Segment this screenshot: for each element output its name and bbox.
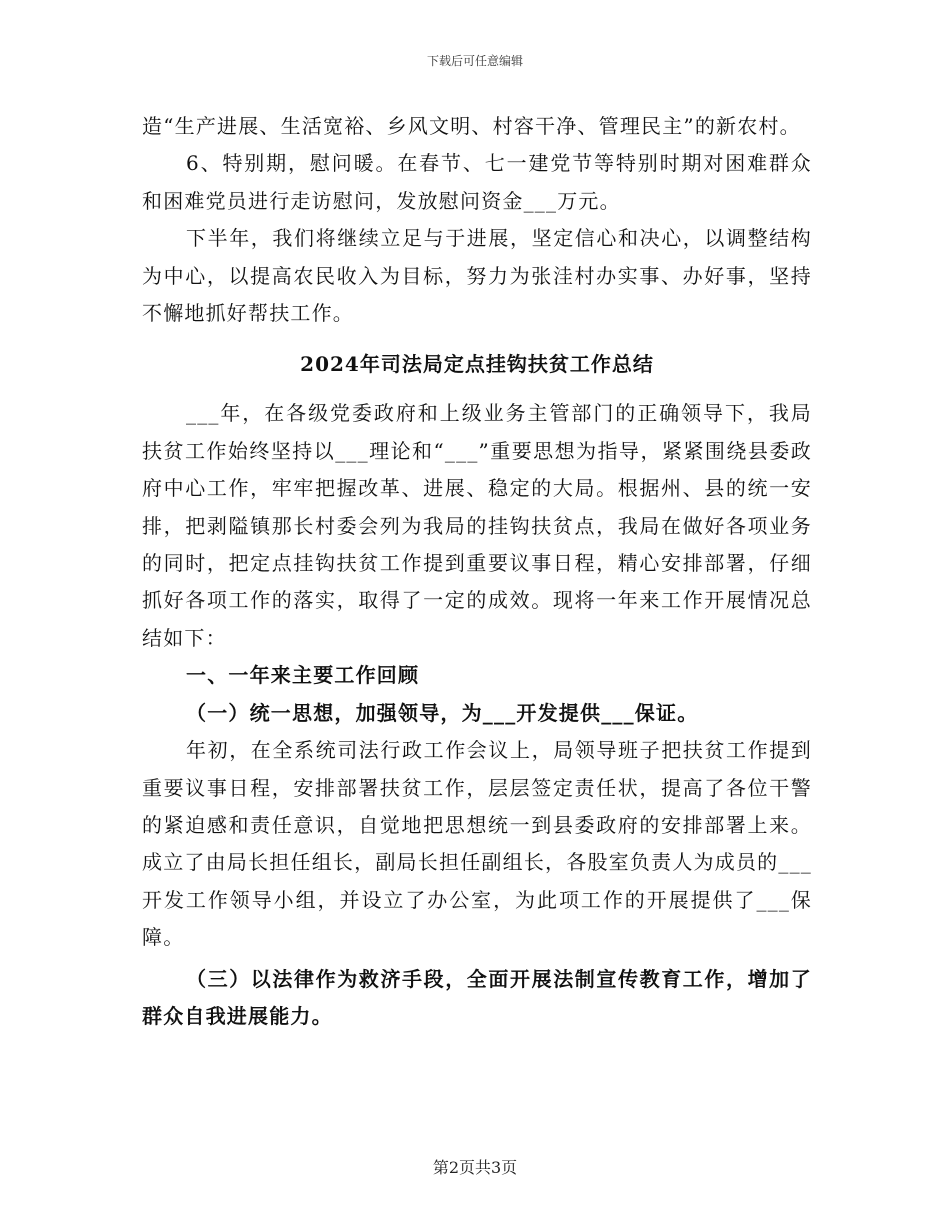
page-header-note: 下载后可任意编辑 <box>426 54 523 68</box>
paragraph-item-6: 6、特别期，慰问暖。在春节、七一建党节等特别时期对困难群众和困难党员进行走访慰问，发放慰问资金___万元。 <box>142 151 812 213</box>
paragraph-leadership: 年初，在全系统司法行政工作会议上，局领导班子把扶贫工作提到重要议事日程，安排部署扶贫工作，层层签定责任状，提高了各位干警的紧迫感和责任意识，自觉地把思想统一到县委政府的安排部署上来。成立了由局长担任组长，副局长担任副组长，各股室负责人为成员的___开发工作领导小组，并设立了办公室，为此项工作的开展提供了___保障。 <box>142 738 812 950</box>
subsection-heading-3: （三）以法律作为救济手段，全面开展法制宣传教育工作，增加了群众自我进展能力。 <box>142 966 812 1028</box>
document-body <box>142 108 812 1035</box>
paragraph-continuation: 造“生产进展、生活宽裕、乡风文明、村容干净、管理民主”的新农村。 <box>142 114 801 138</box>
section-heading-1: 一、一年来主要工作回顾 <box>186 663 420 688</box>
subsection-heading-1: （一）统一思想，加强领导，为___开发提供___保证。 <box>186 700 699 725</box>
paragraph-second-half: 下半年，我们将继续立足与于进展，坚定信心和决心，以调整结构为中心，以提高农民收入为目标，努力为张洼村办实事、办好事，坚持不懈地抓好帮扶工作。 <box>142 226 812 326</box>
page-number: 第2页共3页 <box>432 1158 518 1177</box>
paragraph-intro: ___年，在各级党委政府和上级业务主管部门的正确领导下，我局扶贫工作始终坚持以___理论和“___”重要思想为指导，紧紧围绕县委政府中心工作，牢牢把握改革、进展、稳定的大局。根据州、县的统一安排，把剥隘镇那长村委会列为我局的挂钩扶贫点，我局在做好各项业务的同时，把定点挂钩扶贫工作提到重要议事日程，精心安排部署，仔细抓好各项工作的落实，取得了一定的成效。现将一年来工作开展情况总结如下： <box>142 401 812 650</box>
document-title: 2024年司法局定点挂钩扶贫工作总结 <box>300 352 654 377</box>
